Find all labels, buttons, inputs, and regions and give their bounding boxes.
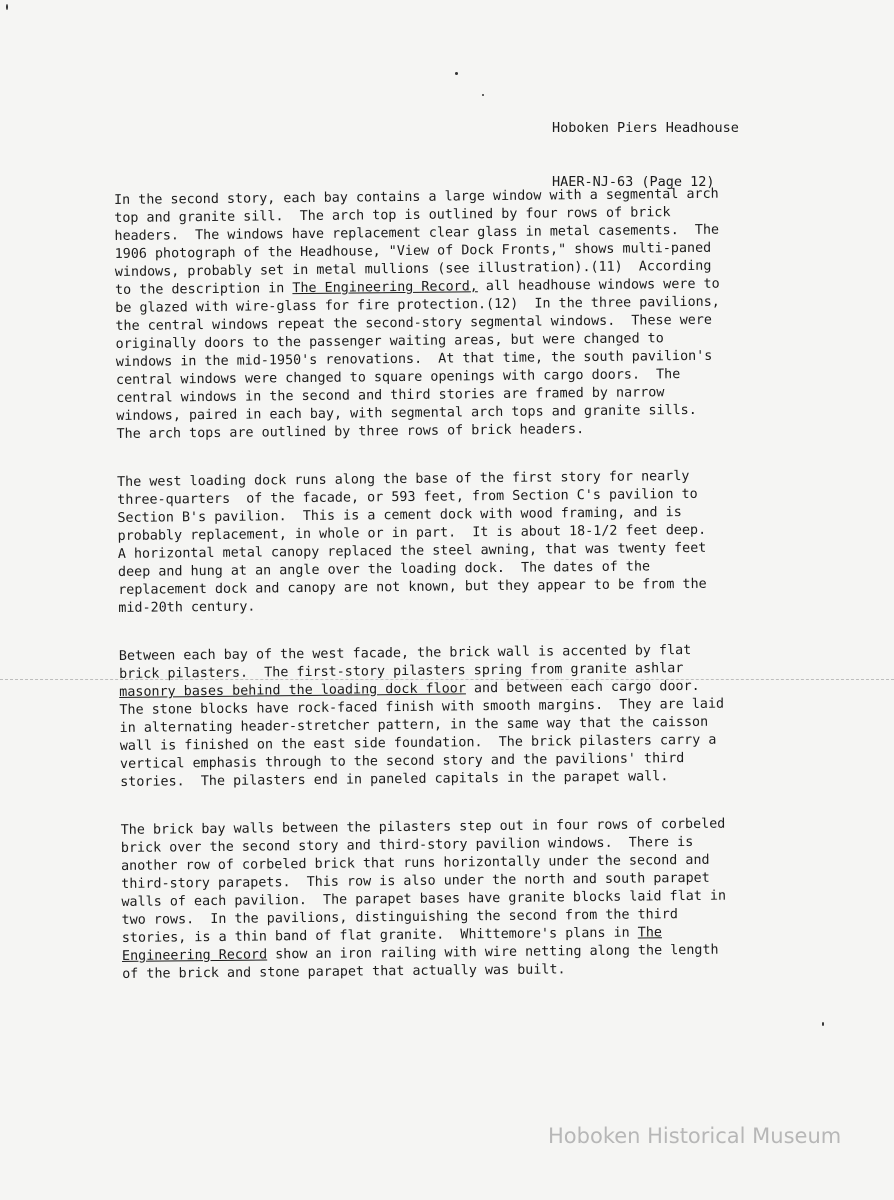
scan-speck — [822, 1022, 824, 1026]
text-line: Engineering Record show an iron railing with wire netting along the length — [121, 942, 719, 964]
text-line: originally doors to the passenger waiting areas, but were changed to — [115, 331, 664, 352]
text-line: Between each bay of the west facade, the brick wall is accented by flat — [118, 642, 692, 664]
text-line: central windows in the second and third stories are framed by narrow — [116, 385, 665, 406]
text-line: masonry bases behind the loading dock floor and between each cargo door. — [119, 678, 700, 700]
text-line: Section B's pavilion. This is a cement dock with wood framing, and is — [117, 505, 682, 526]
underlined-title: masonry bases behind the loading dock floor — [119, 681, 466, 700]
paragraph-loading-dock — [117, 467, 798, 618]
text-line: stories, is a thin band of flat granite. Whittemore's plans in The — [121, 925, 663, 946]
text-line: in alternating header-stretcher pattern, in the same way that the caisson — [119, 714, 709, 736]
text-line: windows, paired in each bay, with segmental arch tops and granite sills. — [116, 402, 697, 424]
text-line: The arch tops are outlined by three rows of brick headers. — [116, 422, 585, 442]
text-line: wall is finished on the east side foundation. The brick pilasters carry a — [119, 732, 717, 754]
scan-speck — [6, 4, 8, 10]
scan-artifact-line — [0, 679, 894, 680]
text-line: stories. The pilasters end in paneled capitals in the parapet wall. — [120, 769, 669, 790]
scan-speck — [482, 94, 484, 96]
header-reference: HAER-NJ-63 (Page 12) — [552, 174, 715, 190]
text-line: another row of corbeled brick that runs horizontally under the second and — [120, 852, 710, 874]
paragraph-pilasters — [119, 641, 800, 792]
body-text — [114, 185, 803, 1014]
text-line: central windows were changed to square openings with cargo doors. The — [115, 367, 681, 388]
text-line: walls of each pavilion. The parapet bases have granite blocks laid flat in — [121, 888, 727, 910]
text-line: be glazed with wire-glass for fire protection.(12) In the three pavilions, — [115, 294, 720, 316]
underlined-title: The — [637, 925, 663, 941]
text-line: The brick bay walls between the pilasters step out in four rows of corbeled — [120, 816, 726, 838]
text-line: In the second story, each bay contains a large window with a segmental arch — [114, 186, 719, 208]
text-line: probably replacement, in whole or in part. It is about 18-1/2 feet deep. — [117, 522, 707, 544]
paragraph-windows — [114, 185, 797, 444]
text-line: headers. The windows have replacement clear glass in metal casements. The — [114, 222, 720, 244]
text-line: to the description in The Engineering Record, all headhouse windows were to — [114, 276, 720, 298]
text-line: deep and hung at an angle over the loading dock. The dates of the — [117, 559, 651, 580]
text-line: mid-20th century. — [118, 599, 256, 616]
text-line: replacement dock and canopy are not known, but they appear to be from the — [118, 576, 707, 598]
text-line: The west loading dock runs along the base of the first story for nearly — [116, 468, 690, 490]
text-line: of the brick and stone parapet that actually was built. — [122, 962, 566, 982]
underlined-title: Engineering Record — [121, 947, 268, 964]
watermark: Hoboken Historical Museum — [548, 1124, 842, 1148]
text-line: vertical emphasis through to the second story and the pavilions' third — [119, 751, 685, 772]
text-line: The stone blocks have rock-faced finish with smooth margins. They are laid — [119, 696, 725, 718]
text-line: windows in the mid-1950's renovations. At that time, the south pavilion's — [115, 348, 713, 370]
text-line: three-quarters of the facade, or 593 feet, from Section C's pavilion to — [117, 486, 698, 508]
text-line: the central windows repeat the second-story segmental windows. These were — [115, 312, 713, 334]
underlined-title: The Engineering Record, — [292, 279, 478, 297]
text-line: top and granite sill. The arch top is outlined by four rows of brick — [114, 205, 671, 226]
text-line: two rows. In the pavilions, distinguishing the second from the third — [121, 907, 678, 928]
text-line: brick over the second story and third-story pavilion windows. There is — [120, 834, 694, 856]
text-line: A horizontal metal canopy replaced the steel awning, that was twenty feet — [117, 540, 707, 562]
text-line: windows, probably set in metal mullions (see illustration).(11) According — [114, 258, 712, 280]
text-line: brick pilasters. The first-story pilasters spring from granite ashlar — [118, 661, 684, 682]
header-title: Hoboken Piers Headhouse — [552, 120, 739, 136]
paragraph-bay-walls — [121, 815, 803, 984]
scan-speck — [455, 72, 458, 75]
text-line: 1906 photograph of the Headhouse, "View of Dock Fronts," shows multi-paned — [114, 240, 712, 262]
text-line: third-story parapets. This row is also under the north and south parapet — [121, 870, 710, 892]
